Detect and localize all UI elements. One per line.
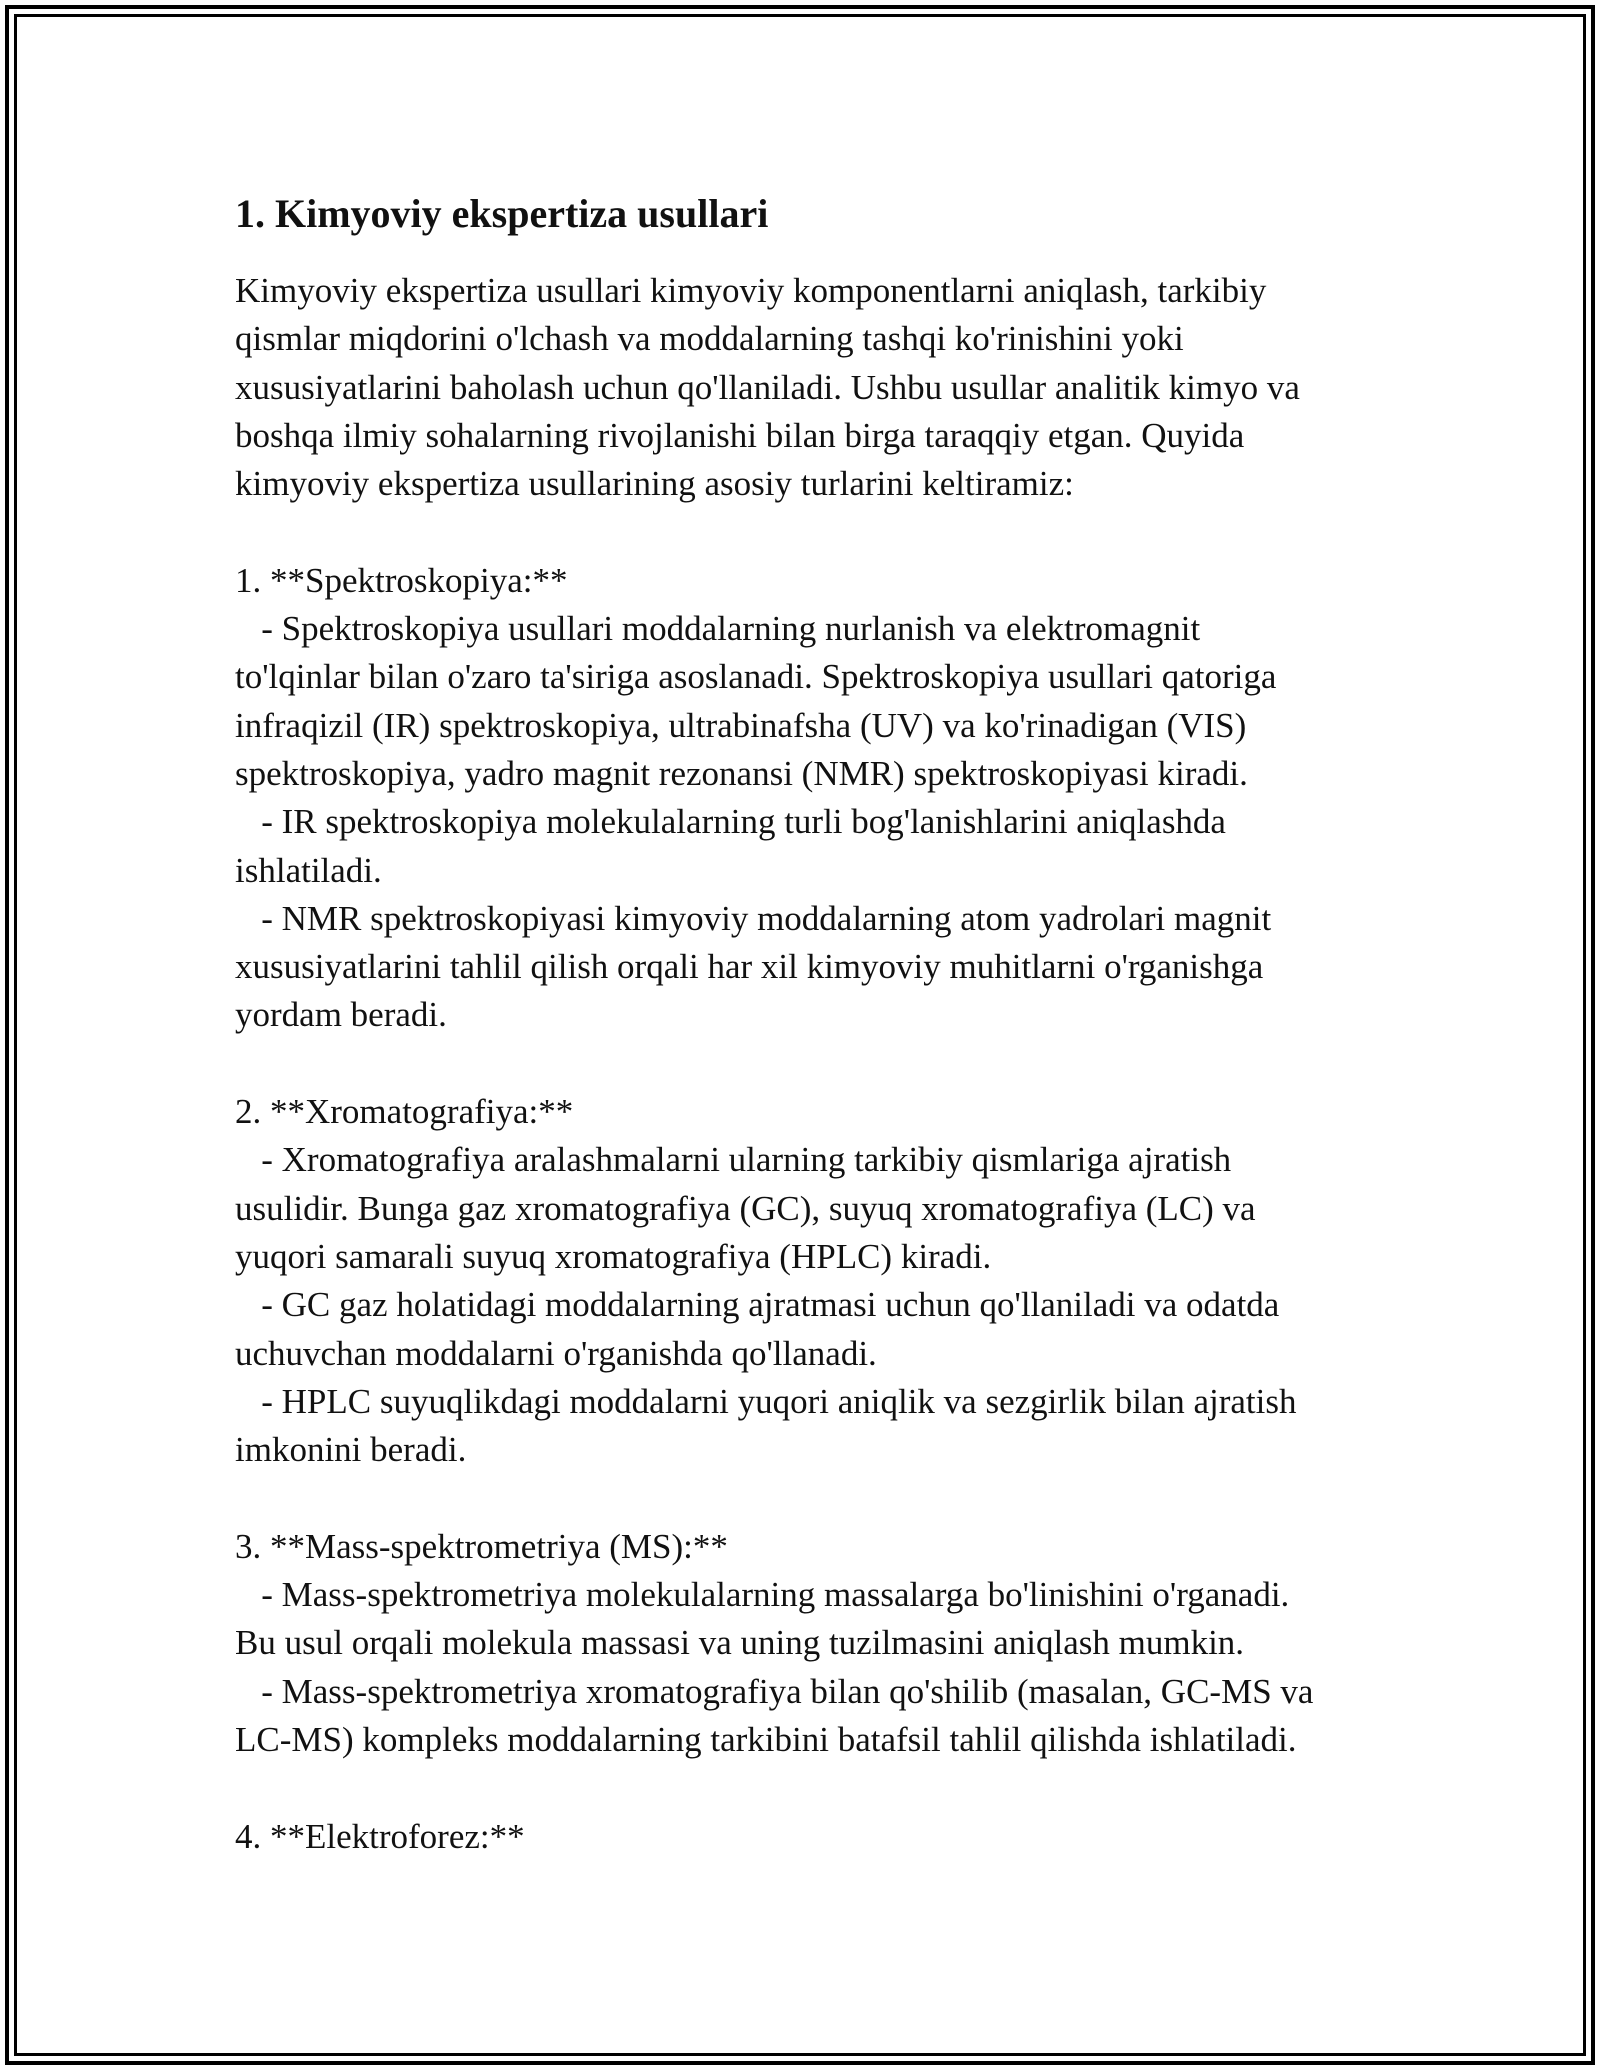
document-body [235,185,1385,1861]
intro-line: Kimyoviy ekspertiza usullari kimyoviy komponentlarni aniqlash, tarkibiy [235,271,1267,310]
section-elektroforez [235,1813,1385,1861]
intro-paragraph [235,267,1385,1861]
section-line: - Mass-spektrometriya xromatografiya bilan qo'shilib (masalan, GC-MS va [235,1671,1314,1711]
section-line: - Spektroskopiya usullari moddalarning nurlanish va elektromagnit [235,609,1201,649]
blank-line [235,1040,1385,1088]
section-line: Bu usul orqali molekula massasi va uning tuzilmasini aniqlash mumkin. [235,1623,1245,1663]
section-line: spektroskopiya, yadro magnit rezonansi (NMR) spektroskopiyasi kiradi. [235,753,1248,793]
section-line: - NMR spektroskopiyasi kimyoviy moddalarning atom yadrolari magnit [235,898,1272,938]
section-line: xususiyatlarini tahlil qilish orqali har xil kimyoviy muhitlarni o'rganishga [235,947,1264,987]
section-xromatografiya [235,1088,1385,1474]
intro-line: qismlar miqdorini o'lchash va moddalarning tashqi ko'rinishini yoki [235,319,1184,359]
section-line: - HPLC suyuqlikdagi moddalarni yuqori aniqlik va sezgirlik bilan ajratish [235,1381,1297,1421]
section-line: yordam beradi. [235,995,447,1035]
section-spektroskopiya [235,557,1385,1040]
section-line: infraqizil (IR) spektroskopiya, ultrabinafsha (UV) va ko'rinadigan (VIS) [235,705,1247,745]
blank-line [235,508,1385,556]
section-line: usulidir. Bunga gaz xromatografiya (GC), suyuq xromatografiya (LC) va [235,1188,1256,1228]
section-line: ishlatiladi. [235,850,382,890]
section-line: - IR spektroskopiya molekulalarning turli bog'lanishlarini aniqlashda [235,802,1226,842]
section-line: imkonini beradi. [235,1430,467,1470]
section-title: 3. **Mass-spektrometriya (MS):** [235,1526,728,1566]
section-line: - GC gaz holatidagi moddalarning ajratmasi uchun qo'llaniladi va odatda [235,1285,1280,1325]
section-line: LC-MS) kompleks moddalarning tarkibini batafsil tahlil qilishda ishlatiladi. [235,1719,1297,1759]
section-title: 2. **Xromatografiya:** [235,1092,574,1132]
section-mass-spektrometriya [235,1523,1385,1764]
section-line: to'lqinlar bilan o'zaro ta'siriga asoslanadi. Spektroskopiya usullari qatoriga [235,657,1277,697]
section-line: - Xromatografiya aralashmalarni ularning tarkibiy qismlariga ajratish [235,1140,1232,1180]
section-line: - Mass-spektrometriya molekulalarning massalarga bo'linishini o'rganadi. [235,1575,1290,1615]
section-title: 1. **Spektroskopiya:** [235,560,568,600]
section-line: uchuvchan moddalarni o'rganishda qo'llanadi. [235,1333,877,1373]
section-title: 4. **Elektroforez:** [235,1816,525,1856]
intro-line: xususiyatlarini baholash uchun qo'llaniladi. Ushbu usullar analitik kimyo va [235,367,1300,407]
document-heading: 1. Kimyoviy ekspertiza usullari [235,191,769,236]
blank-line [235,1474,1385,1522]
intro-line: boshqa ilmiy sohalarning rivojlanishi bilan birga taraqqiy etgan. Quyida [235,415,1245,455]
intro-line: kimyoviy ekspertiza usullarining asosiy turlarini keltiramiz: [235,464,1074,504]
section-line: yuqori samarali suyuq xromatografiya (HPLC) kiradi. [235,1236,992,1276]
blank-line [235,1764,1385,1812]
